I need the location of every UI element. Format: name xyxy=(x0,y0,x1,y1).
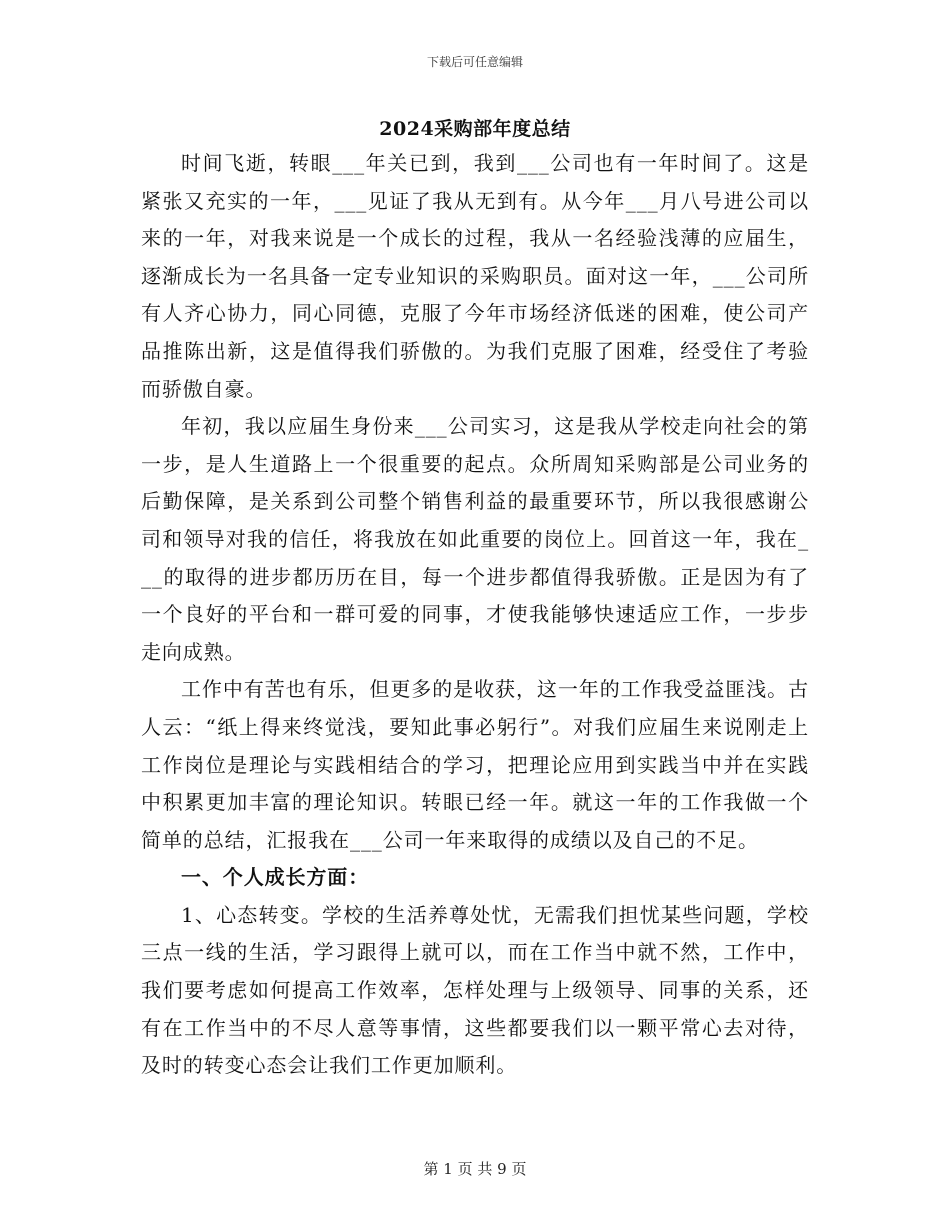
header-note: 下载后可任意编辑 xyxy=(426,55,523,69)
section-heading: 一、个人成长方面： xyxy=(181,865,370,890)
paragraph: 工作中有苦也有乐，但更多的是收获，这一年的工作我受益匪浅。古人云：“纸上得来终觉浅，要知此事必躬行”。对我们应届生来说刚走上工作岗位是理论与实践相结合的学习，把理论应用到实践当中并在实践中积累更加丰富的理论知识。转眼已经一年。就这一年的工作我做一个简单的总结，汇报我在___公司一年来取得的成绩以及自己的不足。 xyxy=(141,677,809,852)
document-title: 2024采购部年度总结 xyxy=(379,118,571,140)
paragraph: 时间飞逝，转眼___年关已到，我到___公司也有一年时间了。这是紧张又充实的一年，___见证了我从无到有。从今年___月八号进公司以来的一年，对我来说是一个成长的过程，我从一名经验浅薄的应届生，逐渐成长为一名具备一定专业知识的采购职员。面对这一年，___公司所有人齐心协力，同心同德，克服了今年市场经济低迷的困难，使公司产品推陈出新，这是值得我们骄傲的。为我们克服了困难，经受住了考验而骄傲自豪。 xyxy=(141,151,809,401)
page-number: 第 1 页 共 9 页 xyxy=(423,1160,527,1178)
paragraph: 年初，我以应届生身份来___公司实习，这是我从学校走向社会的第一步，是人生道路上一个很重要的起点。众所周知采购部是公司业务的后勤保障，是关系到公司整个销售利益的最重要环节，所以我很感谢公司和领导对我的信任，将我放在如此重要的岗位上。回首这一年，我在___的取得的进步都历历在目，每一个进步都值得我骄傲。正是因为有了一个良好的平台和一群可爱的同事，才使我能够快速适应工作，一步步走向成熟。 xyxy=(141,414,809,664)
paragraph: 1、心态转变。学校的生活养尊处忧，无需我们担忧某些问题，学校三点一线的生活，学习跟得上就可以，而在工作当中就不然，工作中，我们要考虑如何提高工作效率，怎样处理与上级领导、同事的关系，还有在工作当中的不尽人意等事情，这些都要我们以一颗平常心去对待，及时的转变心态会让我们工作更加顺利。 xyxy=(141,902,809,1078)
document-body xyxy=(141,145,809,1085)
